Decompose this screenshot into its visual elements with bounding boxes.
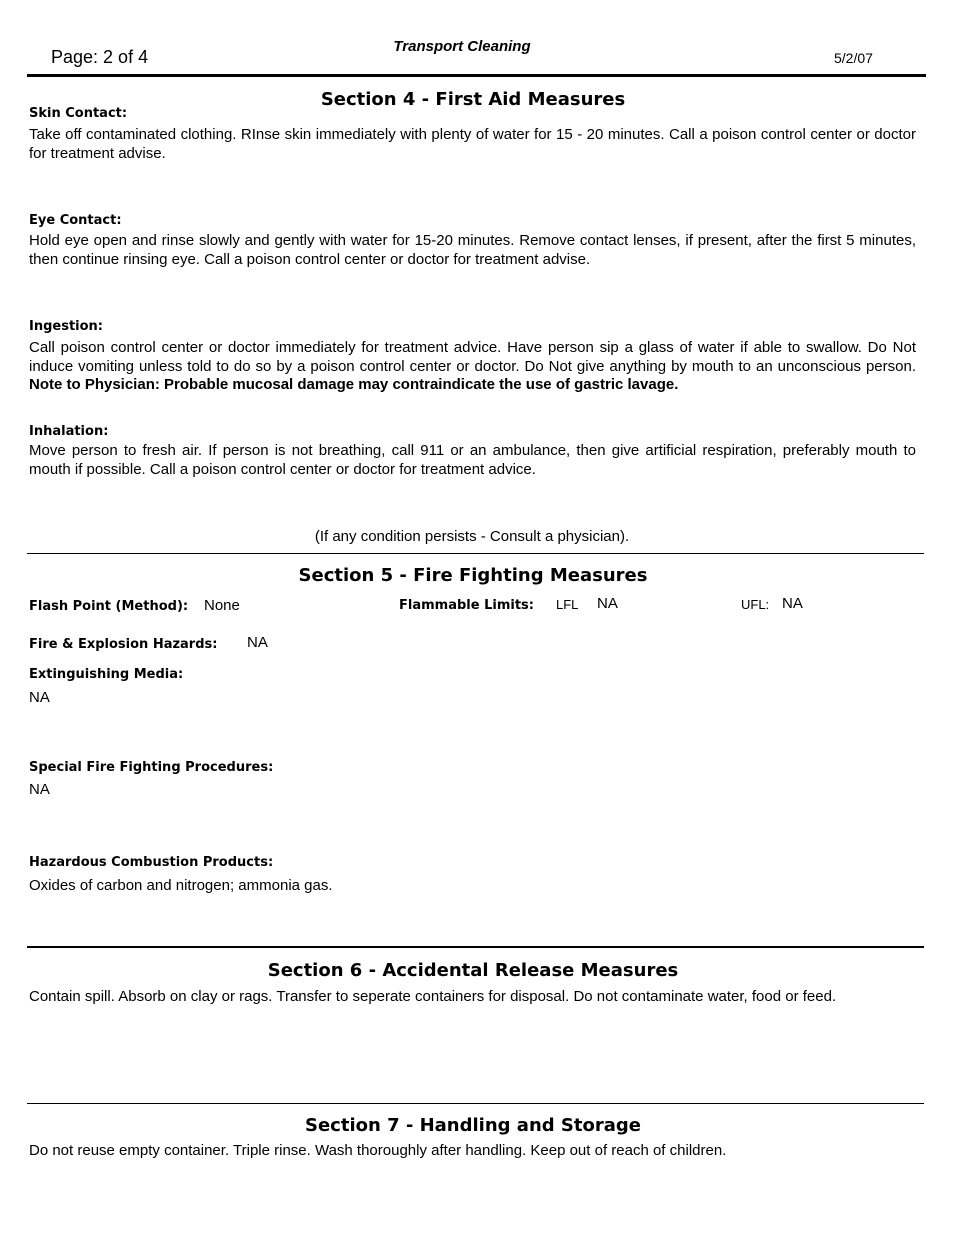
ufl-value: NA (782, 595, 803, 612)
inhalation-text: Move person to fresh air. If person is not breathing, call 911 or an ambulance, then give artificial respiration, preferably mouth to mouth if possible. Call a poison control center or doctor for treatment advice. (29, 442, 916, 478)
eye-contact-label: Eye Contact: (29, 213, 122, 228)
section-6-text: Contain spill. Absorb on clay or rags. Transfer to seperate containers for disposal. Do not contaminate water, food or feed. (29, 988, 837, 1005)
ingestion-text: Call poison control center or doctor immediately for treatment advice. Have person sip a glass of water if able to swallow. Do Not induce vomiting unless told to do so by a poison control center or doctor. Do Not give anything by mouth to an unconscious person. (29, 339, 916, 375)
flammable-limits-label: Flammable Limits: (399, 598, 534, 613)
section-5-title: Section 5 - Fire Fighting Measures (298, 565, 648, 586)
document-title: Transport Cleaning (393, 38, 531, 55)
section-4-divider (27, 553, 924, 554)
ingestion-label: Ingestion: (29, 319, 104, 334)
section-4-title: Section 4 - First Aid Measures (320, 89, 626, 110)
special-procedures-label: Special Fire Fighting Procedures: (29, 760, 274, 775)
section-4-footnote: (If any condition persists - Consult a physician). (314, 528, 630, 545)
ingestion-paragraph (29, 339, 916, 395)
skin-contact-text: Take off contaminated clothing. RInse skin immediately with plenty of water for 15 - 20 minutes. Call a poison control center or doctor for treatment advise. (29, 126, 916, 162)
lfl-value: NA (597, 595, 618, 612)
flash-point-value: None (204, 597, 240, 614)
extinguishing-media-value: NA (29, 689, 50, 706)
fire-hazards-label: Fire & Explosion Hazards: (29, 637, 218, 652)
ufl-label: UFL: (741, 597, 770, 612)
page-number: Page: 2 of 4 (51, 47, 149, 67)
section-7-title: Section 7 - Handling and Storage (305, 1115, 641, 1136)
section-5-divider (27, 946, 924, 948)
lfl-label: LFL (556, 597, 579, 612)
inhalation-label: Inhalation: (29, 424, 109, 439)
section-6-title: Section 6 - Accidental Release Measures (267, 960, 679, 981)
eye-contact-text: Hold eye open and rinse slowly and gently with water for 15-20 minutes. Remove contact lenses, if present, after the first 5 minutes, then continue rinsing eye. Call a poison control center or doctor for treatment advise. (29, 232, 916, 268)
special-procedures-value: NA (29, 781, 50, 798)
document-date: 5/2/07 (834, 50, 873, 66)
flash-point-label: Flash Point (Method): (29, 599, 189, 614)
header-divider (27, 74, 926, 77)
section-7-text: Do not reuse empty container. Triple rinse. Wash thoroughly after handling. Keep out of reach of children. (29, 1142, 727, 1159)
physician-note: Note to Physician: Probable mucosal damage may contraindicate the use of gastric lavage. (29, 376, 679, 393)
fire-hazards-value: NA (247, 634, 268, 651)
skin-contact-label: Skin Contact: (29, 106, 128, 121)
section-6-divider (27, 1103, 924, 1104)
combustion-products-value: Oxides of carbon and nitrogen; ammonia gas. (29, 877, 333, 894)
extinguishing-media-label: Extinguishing Media: (29, 667, 184, 682)
combustion-products-label: Hazardous Combustion Products: (29, 855, 274, 870)
